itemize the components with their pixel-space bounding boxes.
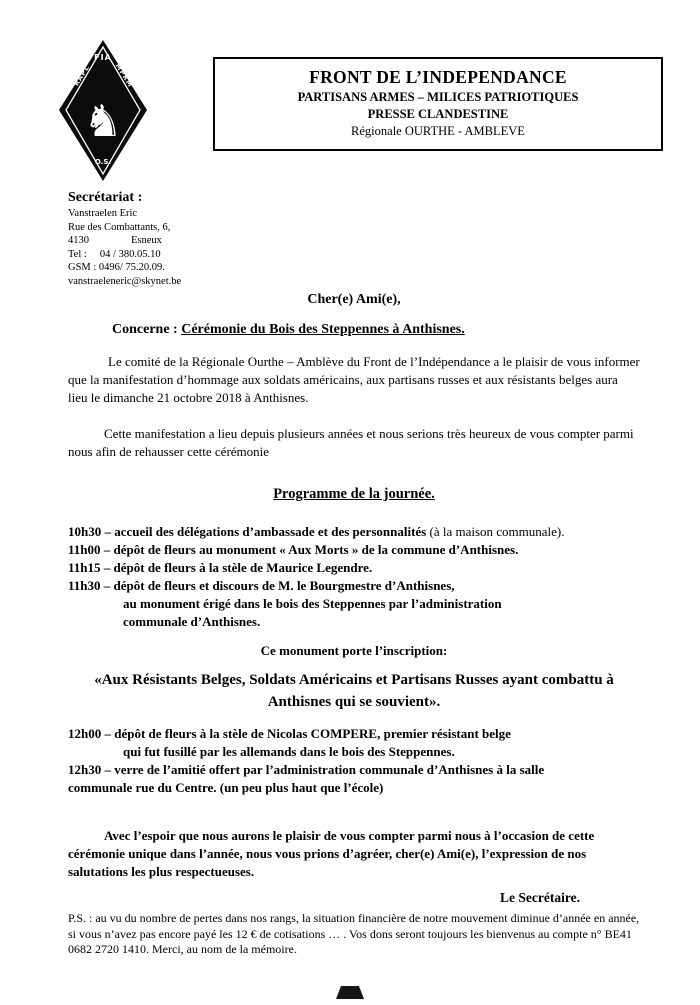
org-region: Régionale OURTHE - AMBLEVE: [351, 124, 525, 138]
secretariat-tel: Tel : 04 / 380.05.10: [68, 248, 161, 260]
org-title: FRONT DE L’INDEPENDANCE: [309, 67, 567, 87]
program-item: [68, 577, 640, 595]
program-item-text: 11h30 – dépôt de fleurs et discours de M. le Bourgmestre d’Anthisnes,: [68, 578, 455, 593]
program-item-text: 12h00 – dépôt de fleurs à la stèle de Nicolas COMPERE, premier résistant belge: [68, 726, 511, 741]
concerne-subject: Cérémonie du Bois des Steppennes à Anthisnes.: [181, 322, 465, 337]
secretariat-title: Secrétariat :: [68, 190, 143, 205]
page-bottom-mark: [336, 986, 364, 999]
monument-inscription: «Aux Résistants Belges, Soldats Américains et Partisans Russes ayant combattu à Anthisnes qui se souvient».: [94, 672, 614, 710]
org-subtitle-1: PARTISANS ARMES – MILICES PATRIOTIQUES: [297, 90, 579, 104]
program-item-text: communale rue du Centre. (un peu plus haut que l’école): [68, 780, 384, 795]
secretariat-gsm: GSM : 0496/ 75.20.09.: [68, 262, 165, 273]
salutation: Cher(e) Ami(e),: [307, 292, 401, 307]
secretariat-street: Rue des Combattants, 6,: [68, 221, 171, 233]
fi-diamond-logo: [57, 38, 149, 183]
program-item-text: 10h30 – accueil des délégations d’ambassade et des personnalités: [68, 524, 430, 539]
program-item-text: communale d’Anthisnes.: [123, 614, 261, 629]
program-item-continuation: [123, 613, 640, 631]
concerne-label: Concerne :: [112, 322, 182, 337]
header-box: [213, 57, 663, 151]
program-list: [68, 523, 640, 631]
program-item-text: 12h30 – verre de l’amitié offert par l’administration communale d’Anthisnes à la salle: [68, 762, 545, 777]
program-item: [68, 559, 640, 577]
program-item-text: 11h00 – dépôt de fleurs au monument « Aux Morts » de la commune d’Anthisnes.: [68, 542, 519, 557]
signature: Le Secrétaire.: [500, 890, 580, 905]
program-item: [68, 523, 640, 541]
secretariat-name: Vanstraelen Eric: [68, 208, 138, 219]
program-item-text: qui fut fusillé par les allemands dans le bois des Steppennes.: [123, 744, 455, 759]
org-subtitle-2: PRESSE CLANDESTINE: [367, 107, 509, 121]
postscript: P.S. : au vu du nombre de pertes dans nos rangs, la situation financière de notre mouvement diminue d’année en année, si vous n’avez pas encore payé les 12 € de cotisations … . Vos dons seront toujours les bienvenus au compte n° BE41 0682 2720 1410. Merci, au nom de la mémoire.: [68, 911, 640, 956]
concerne-line: [112, 321, 640, 339]
letter-body: [0, 189, 700, 958]
program-item: [68, 725, 640, 743]
program-item-note: (à la maison communale).: [429, 524, 565, 539]
closing-paragraph: Avec l’espoir que nous aurons le plaisir de vous compter parmi nous à l’occasion de cette cérémonie unique dans l’année, nous vous prions d’agréer, cher(e) Ami(e), l’expression de nos salutations les plus respectueuses.: [68, 828, 595, 879]
paragraph-invitation: Cette manifestation a lieu depuis plusieurs années et nous serions très heureux de vous compter parmi nous afin de rehausser cette cérémonie: [68, 426, 634, 459]
program-item-continuation: [123, 743, 640, 761]
header: [0, 0, 700, 183]
program-item-text: au monument érigé dans le bois des Steppennes par l’administration: [123, 596, 502, 611]
logo-left-text: RAPL: [72, 63, 92, 88]
logo-right-text: MPRM: [113, 62, 135, 89]
paragraph-intro: Le comité de la Régionale Ourthe – Amblève du Front de l’Indépendance a le plaisir de vous informer que la manifestation d’hommage aux soldats américains, aux partisans russes et aux résistants belges aura lieu le dimanche 21 octobre 2018 à Anthisnes.: [68, 354, 640, 405]
program-item-text: 11h15 – dépôt de fleurs à la stèle de Maurice Legendre.: [68, 560, 373, 575]
program-item: [68, 761, 640, 779]
program-title: Programme de la journée.: [273, 486, 435, 502]
secretariat-city: 4130 Esneux: [68, 235, 162, 246]
logo-top-text: FIA: [94, 53, 112, 62]
program-list-2: [68, 725, 640, 797]
program-item-continuation: [123, 595, 640, 613]
secretariat-block: [68, 189, 640, 288]
secretariat-email: vanstraeleneric@skynet.be: [68, 275, 182, 287]
program-item-continuation: [68, 779, 640, 797]
monument-caption: Ce monument porte l’inscription:: [260, 643, 448, 658]
program-item: [68, 541, 640, 559]
lion-icon: ♞: [83, 96, 123, 147]
logo-bottom-text: O.S.: [94, 158, 112, 166]
